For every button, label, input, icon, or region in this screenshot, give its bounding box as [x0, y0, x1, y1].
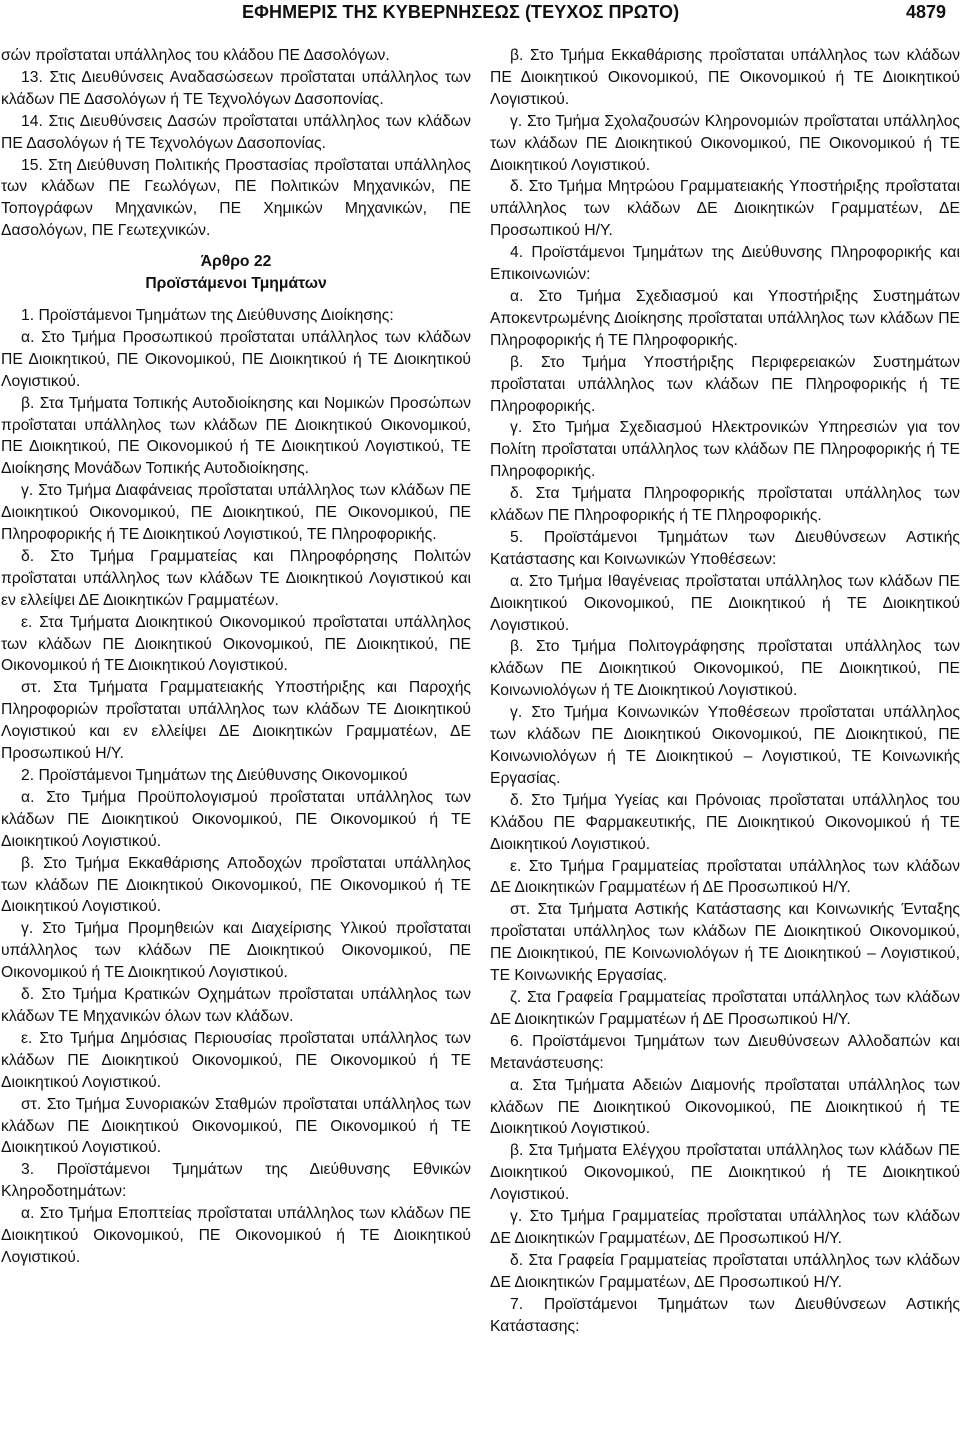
paragraph: ζ. Στα Γραφεία Γραμματείας προΐσταται υπάλληλος των κλάδων ΔΕ Διοικητικών Γραμματέων ή ΔΕ Προσωπικού Η/Υ.	[490, 988, 960, 1028]
paragraph: γ. Στο Τμήμα Σχεδιασμού Ηλεκτρονικών Υπηρεσιών για τον Πολίτη προΐσταται υπάλληλος των κλάδων ΠΕ Πληροφορικής ή ΤΕ Πληροφορικής.	[490, 419, 960, 481]
paragraph: α. Στο Τμήμα Προϋπολογισμού προΐσταται υπάλληλος των κλάδων ΠΕ Διοικητικού Οικονομικού, ΠΕ Οικονομικού ή ΤΕ Διοικητικού Λογιστικού.	[1, 788, 471, 850]
paragraph: στ. Στο Τμήμα Συνοριακών Σταθμών προΐσταται υπάλληλος των κλάδων ΠΕ Διοικητικού Οικονομικού, ΠΕ Οικονομικού ή ΤΕ Διοικητικού Λογιστικού.	[1, 1095, 471, 1157]
paragraph: στ. Στα Τμήματα Αστικής Κατάστασης και Κοινωνικής Ένταξης προΐσταται υπάλληλος των κλάδων ΠΕ Διοικητικού Οικονομικού, ΠΕ Διοικητικού, ΠΕ Κοινωνιολόγων ή ΤΕ Διοικητικού – Λογιστικού, ΤΕ Κοινωνικής Εργασίας.	[490, 901, 960, 985]
paragraph: 3. Προϊστάμενοι Τμημάτων της Διεύθυνσης Εθνικών Κληροδοτημάτων:	[1, 1161, 471, 1201]
paragraph: ε. Στα Τμήματα Διοικητικού Οικονομικού προΐσταται υπάλληλος των κλάδων ΠΕ Διοικητικού Οικονομικού, ΠΕ Διοικητικού, ΠΕ Οικονομικού ή ΤΕ Διοικητικού Λογιστικού.	[1, 613, 471, 675]
paragraph: β. Στα Τμήματα Τοπικής Αυτοδιοίκησης και Νομικών Προσώπων προΐσταται υπάλληλος των κλάδων ΠΕ Διοικητικού Οικονομικού, ΠΕ Διοικητικού, ΠΕ Οικονομικού ή ΤΕ Διοικητικού Λογιστικού, ΤΕ Διοίκησης Μονάδων Τοπικής Αυτοδιοίκησης.	[1, 394, 471, 478]
paragraph: γ. Στο Τμήμα Διαφάνειας προΐσταται υπάλληλος των κλάδων ΠΕ Διοικητικού Οικονομικού, ΠΕ Διοικητικού, ΠΕ Οικονομικού, ΠΕ Πληροφορικής ή ΤΕ Διοικητικού Λογιστικού, ΤΕ Πληροφορικής.	[1, 482, 471, 544]
article-title: Προϊστάμενοι Τμημάτων	[145, 275, 327, 293]
paragraph: 6. Προϊστάμενοι Τμημάτων των Διευθύνσεων Αλλοδαπών και Μετανάστευσης:	[490, 1032, 960, 1072]
paragraph: β. Στο Τμήμα Υποστήριξης Περιφερειακών Συστημάτων προΐσταται υπάλληλος των κλάδων ΠΕ Πληροφορικής ή ΤΕ Πληροφορικής.	[490, 353, 960, 415]
paragraph: ε. Στο Τμήμα Δημόσιας Περιουσίας προΐσταται υπάλληλος των κλάδων ΠΕ Διοικητικού Οικονομικού, ΠΕ Οικονομικού ή ΤΕ Διοικητικού Λογιστικού.	[1, 1029, 471, 1091]
paragraph: 14. Στις Διευθύνσεις Δασών προΐσταται υπάλληλος των κλάδων ΠΕ Δασολόγων ή ΤΕ Τεχνολόγων Δασοπονίας.	[1, 112, 471, 152]
paragraph: δ. Στα Γραφεία Γραμματείας προΐσταται υπάλληλος των κλάδων ΔΕ Διοικητικών Γραμματέων, ΔΕ Προσωπικού Η/Υ.	[490, 1251, 960, 1291]
paragraph: γ. Στο Τμήμα Προμηθειών και Διαχείρισης Υλικού προΐσταται υπάλληλος των κλάδων ΠΕ Διοικητικού Οικονομικού, ΠΕ Οικονομικού ή ΤΕ Διοικητικού Λογιστικού.	[1, 920, 471, 982]
paragraph: β. Στο Τμήμα Εκκαθάρισης Αποδοχών προΐσταται υπάλληλος των κλάδων ΠΕ Διοικητικού Οικονομικού, ΠΕ Οικονομικού ή ΤΕ Διοικητικού Λογιστικού.	[1, 854, 471, 916]
paragraph: δ. Στο Τμήμα Μητρώου Γραμματειακής Υποστήριξης προΐσταται υπάλληλος των κλάδων ΔΕ Διοικητικών Γραμματέων, ΔΕ Προσωπικού Η/Υ.	[490, 178, 960, 240]
paragraph: 1. Προϊστάμενοι Τμημάτων της Διεύθυνσης Διοίκησης:	[21, 306, 394, 324]
paragraph: α. Στα Τμήματα Αδειών Διαμονής προΐσταται υπάλληλος των κλάδων ΠΕ Διοικητικού Οικονομικού, ΠΕ Διοικητικού ή ΤΕ Διοικητικού Λογιστικού.	[490, 1076, 960, 1138]
paragraph: β. Στα Τμήματα Ελέγχου προΐσταται υπάλληλος των κλάδων ΠΕ Διοικητικού Οικονομικού, ΠΕ Διοικητικού ή ΤΕ Διοικητικού Λογιστικού.	[490, 1142, 960, 1204]
paragraph: γ. Στο Τμήμα Γραμματείας προΐσταται υπάλληλος των κλάδων ΔΕ Διοικητικών Γραμματέων, ΔΕ Προσωπικού Η/Υ.	[490, 1208, 960, 1247]
paragraph: δ. Στο Τμήμα Κρατικών Οχημάτων προΐσταται υπάλληλος των κλάδων ΤΕ Μηχανικών όλων των κλάδων.	[1, 986, 471, 1025]
page-header	[0, 2, 960, 28]
paragraph: 13. Στις Διευθύνσεις Αναδασώσεων προΐσταται υπάλληλος των κλάδων ΠΕ Δασολόγων ή ΤΕ Τεχνολόγων Δασοπονίας.	[1, 68, 471, 108]
paragraph: γ. Στο Τμήμα Σχολαζουσών Κληρονομιών προΐσταται υπάλληλος των κλάδων ΠΕ Διοικητικού Οικονομικού, ΠΕ Οικονομικού ή ΤΕ Διοικητικού Λογιστικού.	[490, 112, 960, 174]
paragraph: 4. Προϊστάμενοι Τμημάτων της Διεύθυνσης Πληροφορικής και Επικοινωνιών:	[490, 244, 960, 284]
paragraph: γ. Στο Τμήμα Κοινωνικών Υποθέσεων προΐσταται υπάλληλος των κλάδων ΠΕ Διοικητικού Οικονομικού, ΠΕ Διοικητικού, ΠΕ Κοινωνιολόγων ή ΤΕ Διοικητικού – Λογιστικού, ΤΕ Κοινωνικής Εργασίας.	[490, 704, 960, 787]
paragraph: 7. Προϊστάμενοι Τμημάτων των Διευθύνσεων Αστικής Κατάστασης:	[490, 1295, 960, 1335]
paragraph: β. Στο Τμήμα Εκκαθάρισης προΐσταται υπάλληλος των κλάδων ΠΕ Διοικητικού Οικονομικού, ΠΕ Οικονομικού ή ΤΕ Διοικητικού Λογιστικού.	[490, 47, 960, 108]
right-column	[490, 45, 960, 1337]
page-number: 4879	[905, 2, 946, 22]
paragraph: α. Στο Τμήμα Προσωπικού προΐσταται υπάλληλος των κλάδων ΠΕ Διοικητικού, ΠΕ Οικονομικού, ΠΕ Διοικητικού ή ΤΕ Διοικητικού Λογιστικού.	[1, 328, 471, 390]
paragraph: ε. Στο Τμήμα Γραμματείας προΐσταται υπάλληλος των κλάδων ΔΕ Διοικητικών Γραμματέων ή ΔΕ Προσωπικού Η/Υ.	[490, 857, 960, 897]
paragraph: σών προΐσταται υπάλληλος του κλάδου ΠΕ Δασολόγων.	[1, 47, 390, 64]
paragraph: 15. Στη Διεύθυνση Πολιτικής Προστασίας προΐσταται υπάλληλος των κλάδων ΠΕ Γεωλόγων, ΠΕ Πολιτικών Μηχανικών, ΠΕ Τοπογράφων Μηχανικών, ΠΕ Χημικών Μηχανικών, ΠΕ Δασολόγων, ΠΕ Γεωτεχνικών.	[1, 156, 471, 240]
left-column	[1, 45, 471, 1269]
paragraph: 5. Προϊστάμενοι Τμημάτων των Διευθύνσεων Αστικής Κατάστασης και Κοινωνικών Υποθέσεων:	[490, 528, 960, 568]
article-number: Άρθρο 22	[200, 253, 272, 271]
paragraph: δ. Στα Τμήματα Πληροφορικής προΐσταται υπάλληλος των κλάδων ΠΕ Πληροφορικής ή ΤΕ Πληροφορικής.	[490, 485, 960, 525]
paragraph: 2. Προϊστάμενοι Τμημάτων της Διεύθυνσης Οικονομικού	[21, 767, 408, 784]
paragraph: α. Στο Τμήμα Ιθαγένειας προΐσταται υπάλληλος των κλάδων ΠΕ Διοικητικού Οικονομικού, ΠΕ Διοικητικού ή ΤΕ Διοικητικού Λογιστικού.	[490, 572, 960, 634]
paragraph: α. Στο Τμήμα Εποπτείας προΐσταται υπάλληλος των κλάδων ΠΕ Διοικητικού Οικονομικού, ΠΕ Οικονομικού ή ΤΕ Διοικητικού Λογιστικού.	[1, 1205, 471, 1266]
gazette-title: ΕΦΗΜΕΡΙΣ ΤΗΣ ΚΥΒΕΡΝΗΣΕΩΣ (ΤΕΥΧΟΣ ΠΡΩΤΟ)	[242, 2, 680, 22]
paragraph: β. Στο Τμήμα Πολιτογράφησης προΐσταται υπάλληλος των κλάδων ΠΕ Διοικητικού Οικονομικού, ΠΕ Διοικητικού, ΠΕ Κοινωνιολόγων ή ΤΕ Διοικητικού Λογιστικού.	[490, 638, 960, 700]
paragraph: στ. Στα Τμήματα Γραμματειακής Υποστήριξης και Παροχής Πληροφοριών προΐσταται υπάλληλος των κλάδων ΤΕ Διοικητικού Λογιστικού και εν ελλείψει ΔΕ Διοικητικών Γραμματέων, ΔΕ Προσωπικού Η/Υ.	[1, 679, 471, 763]
paragraph: δ. Στο Τμήμα Υγείας και Πρόνοιας προΐσταται υπάλληλος του Κλάδου ΠΕ Φαρμακευτικής, ΠΕ Διοικητικού Οικονομικού ή ΤΕ Διοικητικού Λογιστικού.	[490, 791, 960, 853]
paragraph: δ. Στο Τμήμα Γραμματείας και Πληροφόρησης Πολιτών προΐσταται υπάλληλος των κλάδων ΤΕ Διοικητικού Λογιστικού και εν ελλείψει ΔΕ Διοικητικών Γραμματέων.	[1, 547, 471, 609]
paragraph: α. Στο Τμήμα Σχεδιασμού και Υποστήριξης Συστημάτων Αποκεντρωμένης Διοίκησης προΐσταται υπάλληλος των κλάδων ΠΕ Πληροφορικής ή ΤΕ Πληροφορικής.	[490, 287, 960, 349]
